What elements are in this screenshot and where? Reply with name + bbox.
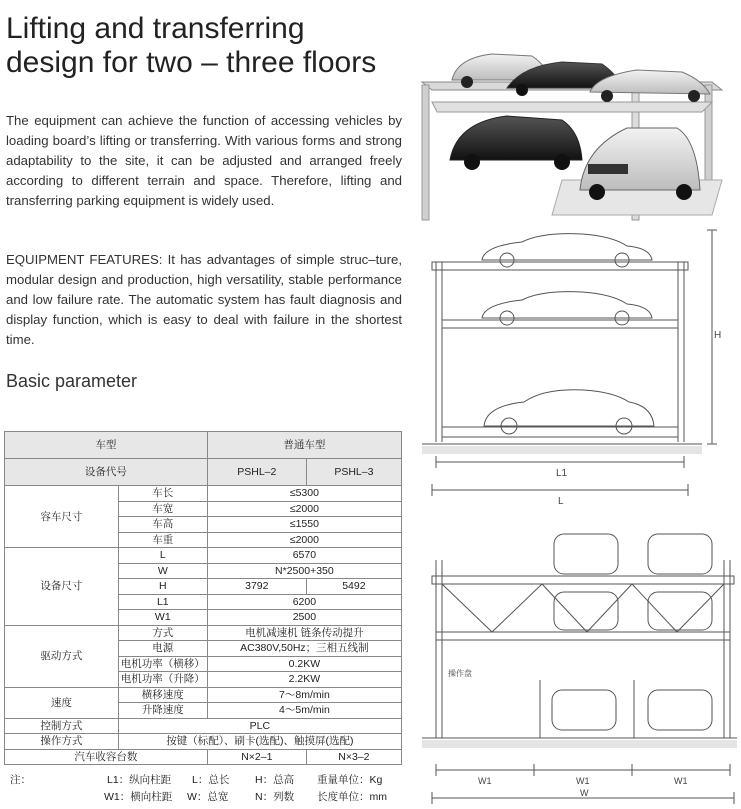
table-group-cell: 速度	[5, 687, 119, 718]
table-cell: 2500	[207, 610, 401, 626]
table-cell: 横移速度	[118, 687, 207, 703]
table-cell: 汽车收容台数	[5, 749, 208, 765]
table-group-cell: 设备尺寸	[5, 548, 119, 626]
table-cell: 车宽	[118, 501, 207, 517]
table-cell: 车长	[118, 486, 207, 502]
table-cell: N×2–1	[207, 749, 306, 765]
note-item: W1：横向柱距	[104, 791, 173, 803]
table-cell: 车重	[118, 532, 207, 548]
table-cell: 操作方式	[5, 734, 119, 750]
table-cell: 7～8m/min	[207, 687, 401, 703]
section-heading: Basic parameter	[6, 371, 138, 391]
parking-rendering-photo	[412, 40, 724, 222]
table-cell: ≤2000	[207, 532, 401, 548]
table-row	[5, 625, 402, 641]
dim-label-w: W	[580, 788, 589, 798]
title-line-1: Lifting and transferring	[6, 12, 305, 45]
bottom-car-right	[580, 128, 700, 200]
table-row	[5, 718, 402, 734]
dim-label-w1: W1	[478, 776, 492, 786]
table-cell: ≤2000	[207, 501, 401, 517]
features-paragraph: EQUIPMENT FEATURES: It has advantages of simple struc–ture, modular design and production, high versatility, stable performance and low failure rate. The automatic system has fault diagnosis and display function, which is easy to deal with failure in the shortest time.	[6, 252, 402, 347]
note-item: N：列数	[255, 791, 295, 803]
parameter-table	[4, 431, 402, 765]
dim-label-l1: L1	[556, 468, 568, 479]
page-title	[6, 12, 406, 80]
table-row	[5, 486, 402, 502]
table-group-cell: 容车尺寸	[5, 486, 119, 548]
table-cell: W	[118, 563, 207, 579]
table-row	[5, 548, 402, 564]
table-cell: 升降速度	[118, 703, 207, 719]
dim-label-h: H	[714, 330, 722, 341]
table-row	[5, 734, 402, 750]
table-cell: 5492	[306, 579, 401, 595]
notes-label: 注：	[10, 774, 31, 786]
title-line-2: design for two – three floors	[6, 46, 377, 79]
table-header-cell: 车型	[5, 432, 208, 459]
table-header-cell: 设备代号	[5, 459, 208, 486]
table-group-cell: 驱动方式	[5, 625, 119, 687]
table-row	[5, 687, 402, 703]
table-notes	[4, 770, 402, 804]
table-cell: 6200	[207, 594, 401, 610]
table-cell: W1	[118, 610, 207, 626]
table-cell: 控制方式	[5, 718, 119, 734]
note-item: 长度单位：mm	[317, 791, 387, 803]
note-item: H：总高	[255, 774, 295, 786]
table-row	[5, 749, 402, 765]
table-cell: 6570	[207, 548, 401, 564]
note-item: L：总长	[192, 774, 230, 786]
table-cell: 2.2KW	[207, 672, 401, 688]
dim-label-w1: W1	[576, 776, 590, 786]
bottom-car-left	[450, 116, 582, 170]
table-cell: 方式	[118, 625, 207, 641]
table-cell: 4～5m/min	[207, 703, 401, 719]
table-row	[5, 432, 402, 459]
table-cell: AC380V,50Hz；三相五线制	[207, 641, 401, 657]
side-elevation-drawing	[412, 222, 741, 512]
table-cell: 按键（标配）、刷卡(选配)、触摸屏(选配)	[118, 734, 401, 750]
table-cell: 3792	[207, 579, 306, 595]
table-header-cell: 普通车型	[207, 432, 401, 459]
table-cell: 电源	[118, 641, 207, 657]
dim-label-l: L	[558, 496, 564, 507]
intro-paragraph: The equipment can achieve the function of accessing vehicles by loading board’s lifting or transferring. With various forms and strong adaptability to the site, it can be adjusted and arranged freely according to different terrain and space. Therefore, lifting and transferring parking equipment is widely used.	[6, 113, 402, 208]
note-item: 重量单位：Kg	[317, 774, 383, 786]
table-cell: L	[118, 548, 207, 564]
table-cell: 电机功率（横移）	[118, 656, 207, 672]
table-header-cell: PSHL–3	[306, 459, 401, 486]
table-cell: ≤1550	[207, 517, 401, 533]
table-cell: 0.2KW	[207, 656, 401, 672]
dim-label-w1: W1	[674, 776, 688, 786]
note-item: L1：纵向柱距	[107, 774, 172, 786]
note-item: W：总宽	[187, 791, 229, 803]
table-cell: L1	[118, 594, 207, 610]
table-cell: 车高	[118, 517, 207, 533]
table-cell: H	[118, 579, 207, 595]
table-cell: PLC	[118, 718, 401, 734]
table-cell: N×3–2	[306, 749, 401, 765]
table-cell: 电机功率（升降）	[118, 672, 207, 688]
table-row	[5, 459, 402, 486]
table-cell: ≤5300	[207, 486, 401, 502]
table-cell: N*2500+350	[207, 563, 401, 579]
table-cell: 电机减速机 链条传动提升	[207, 625, 401, 641]
operation-panel-label: 操作盘	[448, 669, 472, 678]
front-elevation-drawing	[412, 520, 741, 809]
table-header-cell: PSHL–2	[207, 459, 306, 486]
